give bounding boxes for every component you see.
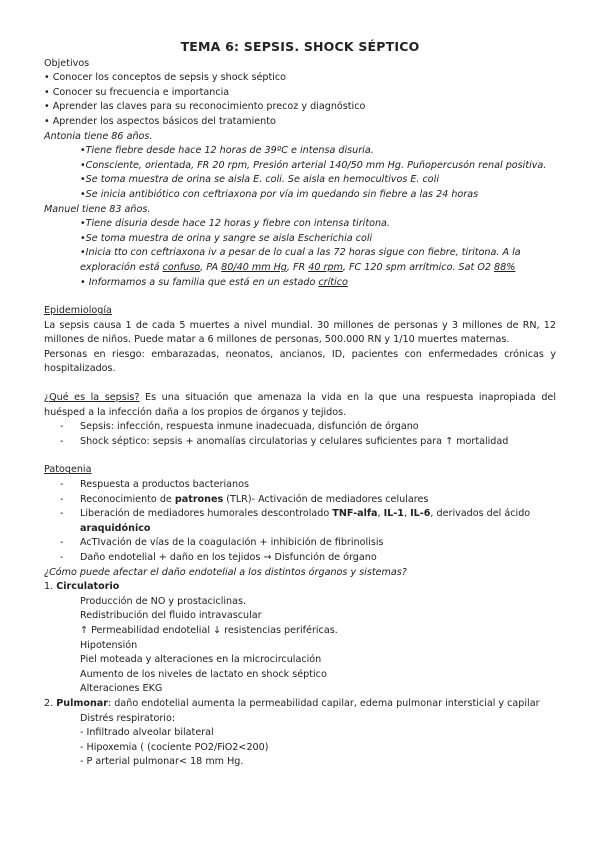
- case2-line: • Informamos a su familia que está en un estado crítico: [80, 276, 348, 288]
- epidemiologia-paragraph: La sepsis causa 1 de cada 5 muertes a nivel mundial. 30 millones de personas y 3 millones de RN, 12 millones de niños. Puede matar a 6 millones de personas, 500.000 RN y 1/10 muertes maternas.: [44, 319, 556, 346]
- case1-line: •Tiene fiebre desde hace 12 horas de 39ºC e intensa disuria.: [80, 145, 374, 157]
- patogenia-item: - Reconocimiento de patrones (TLR)- Activación de mediadores celulares: [60, 493, 429, 505]
- circulatorio-item: Hipotensión: [80, 639, 138, 651]
- finding-confuso: confuso: [162, 261, 201, 273]
- sepsis-question: ¿Qué es la sepsis?: [44, 392, 140, 404]
- circulatorio-item: ↑ Permeabilidad endotelial ↓ resistencias periféricas.: [80, 624, 338, 636]
- sepsis-dash-item: - Sepsis: infección, respuesta inmune inadecuada, disfunción de órgano: [60, 421, 419, 433]
- pulmonar-item: - Infiltrado alveolar bilateral: [80, 727, 214, 739]
- sepsis-definition: ¿Qué es la sepsis? Es una situación que amenaza la vida en la que una respuesta inapropiada del huésped a la infección daña a los propios de órganos y tejidos.: [44, 392, 557, 418]
- sepsis-dash-item: - Shock séptico: sepsis + anomalías circulatorias y celulares suficientes para ↑ mortalidad: [60, 435, 509, 447]
- circulatorio-item: Redistribución del fluido intravascular: [80, 610, 262, 622]
- circulatorio-heading: 1. Circulatorio: [44, 581, 120, 593]
- case1-line: •Consciente, orientada, FR 20 rpm, Presión arterial 140/50 mm Hg. Puñopercusón renal positiva.: [80, 159, 547, 171]
- circulatorio-item: Aumento de los niveles de lactato en shock séptico: [80, 668, 327, 680]
- patogenia-item: - AcTIvación de vías de la coagulación + inhibición de fibrinolisis: [60, 537, 384, 549]
- finding-sat: 88%: [494, 261, 516, 273]
- objetivo-item: • Aprender los aspectos básicos del tratamiento: [44, 115, 276, 127]
- objetivo-item: • Conocer los conceptos de sepsis y shock séptico: [44, 72, 287, 84]
- objetivos-heading: Objetivos: [44, 57, 90, 69]
- patogenia-question: ¿Cómo puede afectar el daño endotelial a los distintos órganos y sistemas?: [44, 566, 407, 578]
- case2-line: •Inicia tto con ceftriaxona iv a pesar de lo cual a las 72 horas sigue con fiebre, tiritona. A la: [80, 247, 521, 259]
- patogenia-item: - Respuesta a productos bacterianos: [60, 479, 249, 491]
- circulatorio-item: Alteraciones EKG: [80, 683, 163, 695]
- finding-fr: 40 rpm: [308, 261, 343, 273]
- patogenia-item: - Daño endotelial + daño en los tejidos → Disfunción de órgano: [60, 552, 377, 563]
- objetivo-item: • Conocer su frecuencia e importancia: [44, 86, 230, 98]
- objetivo-item: • Aprender las claves para su reconocimiento precoz y diagnóstico: [44, 101, 366, 113]
- circulatorio-item: Piel moteada y alteraciones en la microcirculación: [80, 654, 322, 666]
- epidemiologia-heading: Epidemiología: [44, 305, 112, 317]
- patogenia-heading: Patogenia: [44, 464, 92, 476]
- circulatorio-item: Producción de NO y prostaciclinas.: [80, 595, 247, 607]
- pulmonar-item: Distrés respiratorio:: [80, 712, 176, 724]
- patogenia-item: - Liberación de mediadores humorales descontrolado TNF-alfa, IL-1, IL-6, derivados del ácido araquidónico: [60, 508, 531, 534]
- finding-critico: crítico: [318, 276, 348, 288]
- pulmonar-item: - Hipoxemia ( (cociente PO2/FiO2<200): [80, 741, 269, 753]
- case2-line: •Tiene disuria desde hace 12 horas y fiebre con intensa tiritona.: [80, 218, 390, 230]
- pulmonar-item: - P arterial pulmonar< 18 mm Hg.: [80, 756, 244, 768]
- case1-line: •Se inicia antibiótico con ceftriaxona por vía im quedando sin fiebre a las 24 horas: [80, 188, 479, 200]
- case2-intro: Manuel tiene 83 años.: [44, 203, 151, 215]
- page-title: TEMA 6: SEPSIS. SHOCK SÉPTICO: [180, 39, 420, 54]
- finding-pa: 80/40 mm Hg: [221, 261, 287, 273]
- case1-intro: Antonia tiene 86 años.: [44, 130, 153, 142]
- epidemiologia-paragraph: Personas en riesgo: embarazadas, neonatos, ancianos, ID, pacientes con enfermedades crónicas y hospitalizados.: [44, 348, 556, 375]
- pulmonar-heading: 2. Pulmonar: daño endotelial aumenta la permeabilidad capilar, edema pulmonar intersticial y capilar: [44, 697, 540, 709]
- case2-line: •Se toma muestra de orina y sangre se aisla Escherichia coli: [80, 232, 373, 244]
- case1-line: •Se toma muestra de orina se aisla E. coli. Se aisla en hemocultivos E. coli: [80, 174, 440, 186]
- case2-line: exploración está confuso, PA 80/40 mm Hg, FR 40 rpm, FC 120 spm arrítmico. Sat O2 88%: [80, 261, 516, 273]
